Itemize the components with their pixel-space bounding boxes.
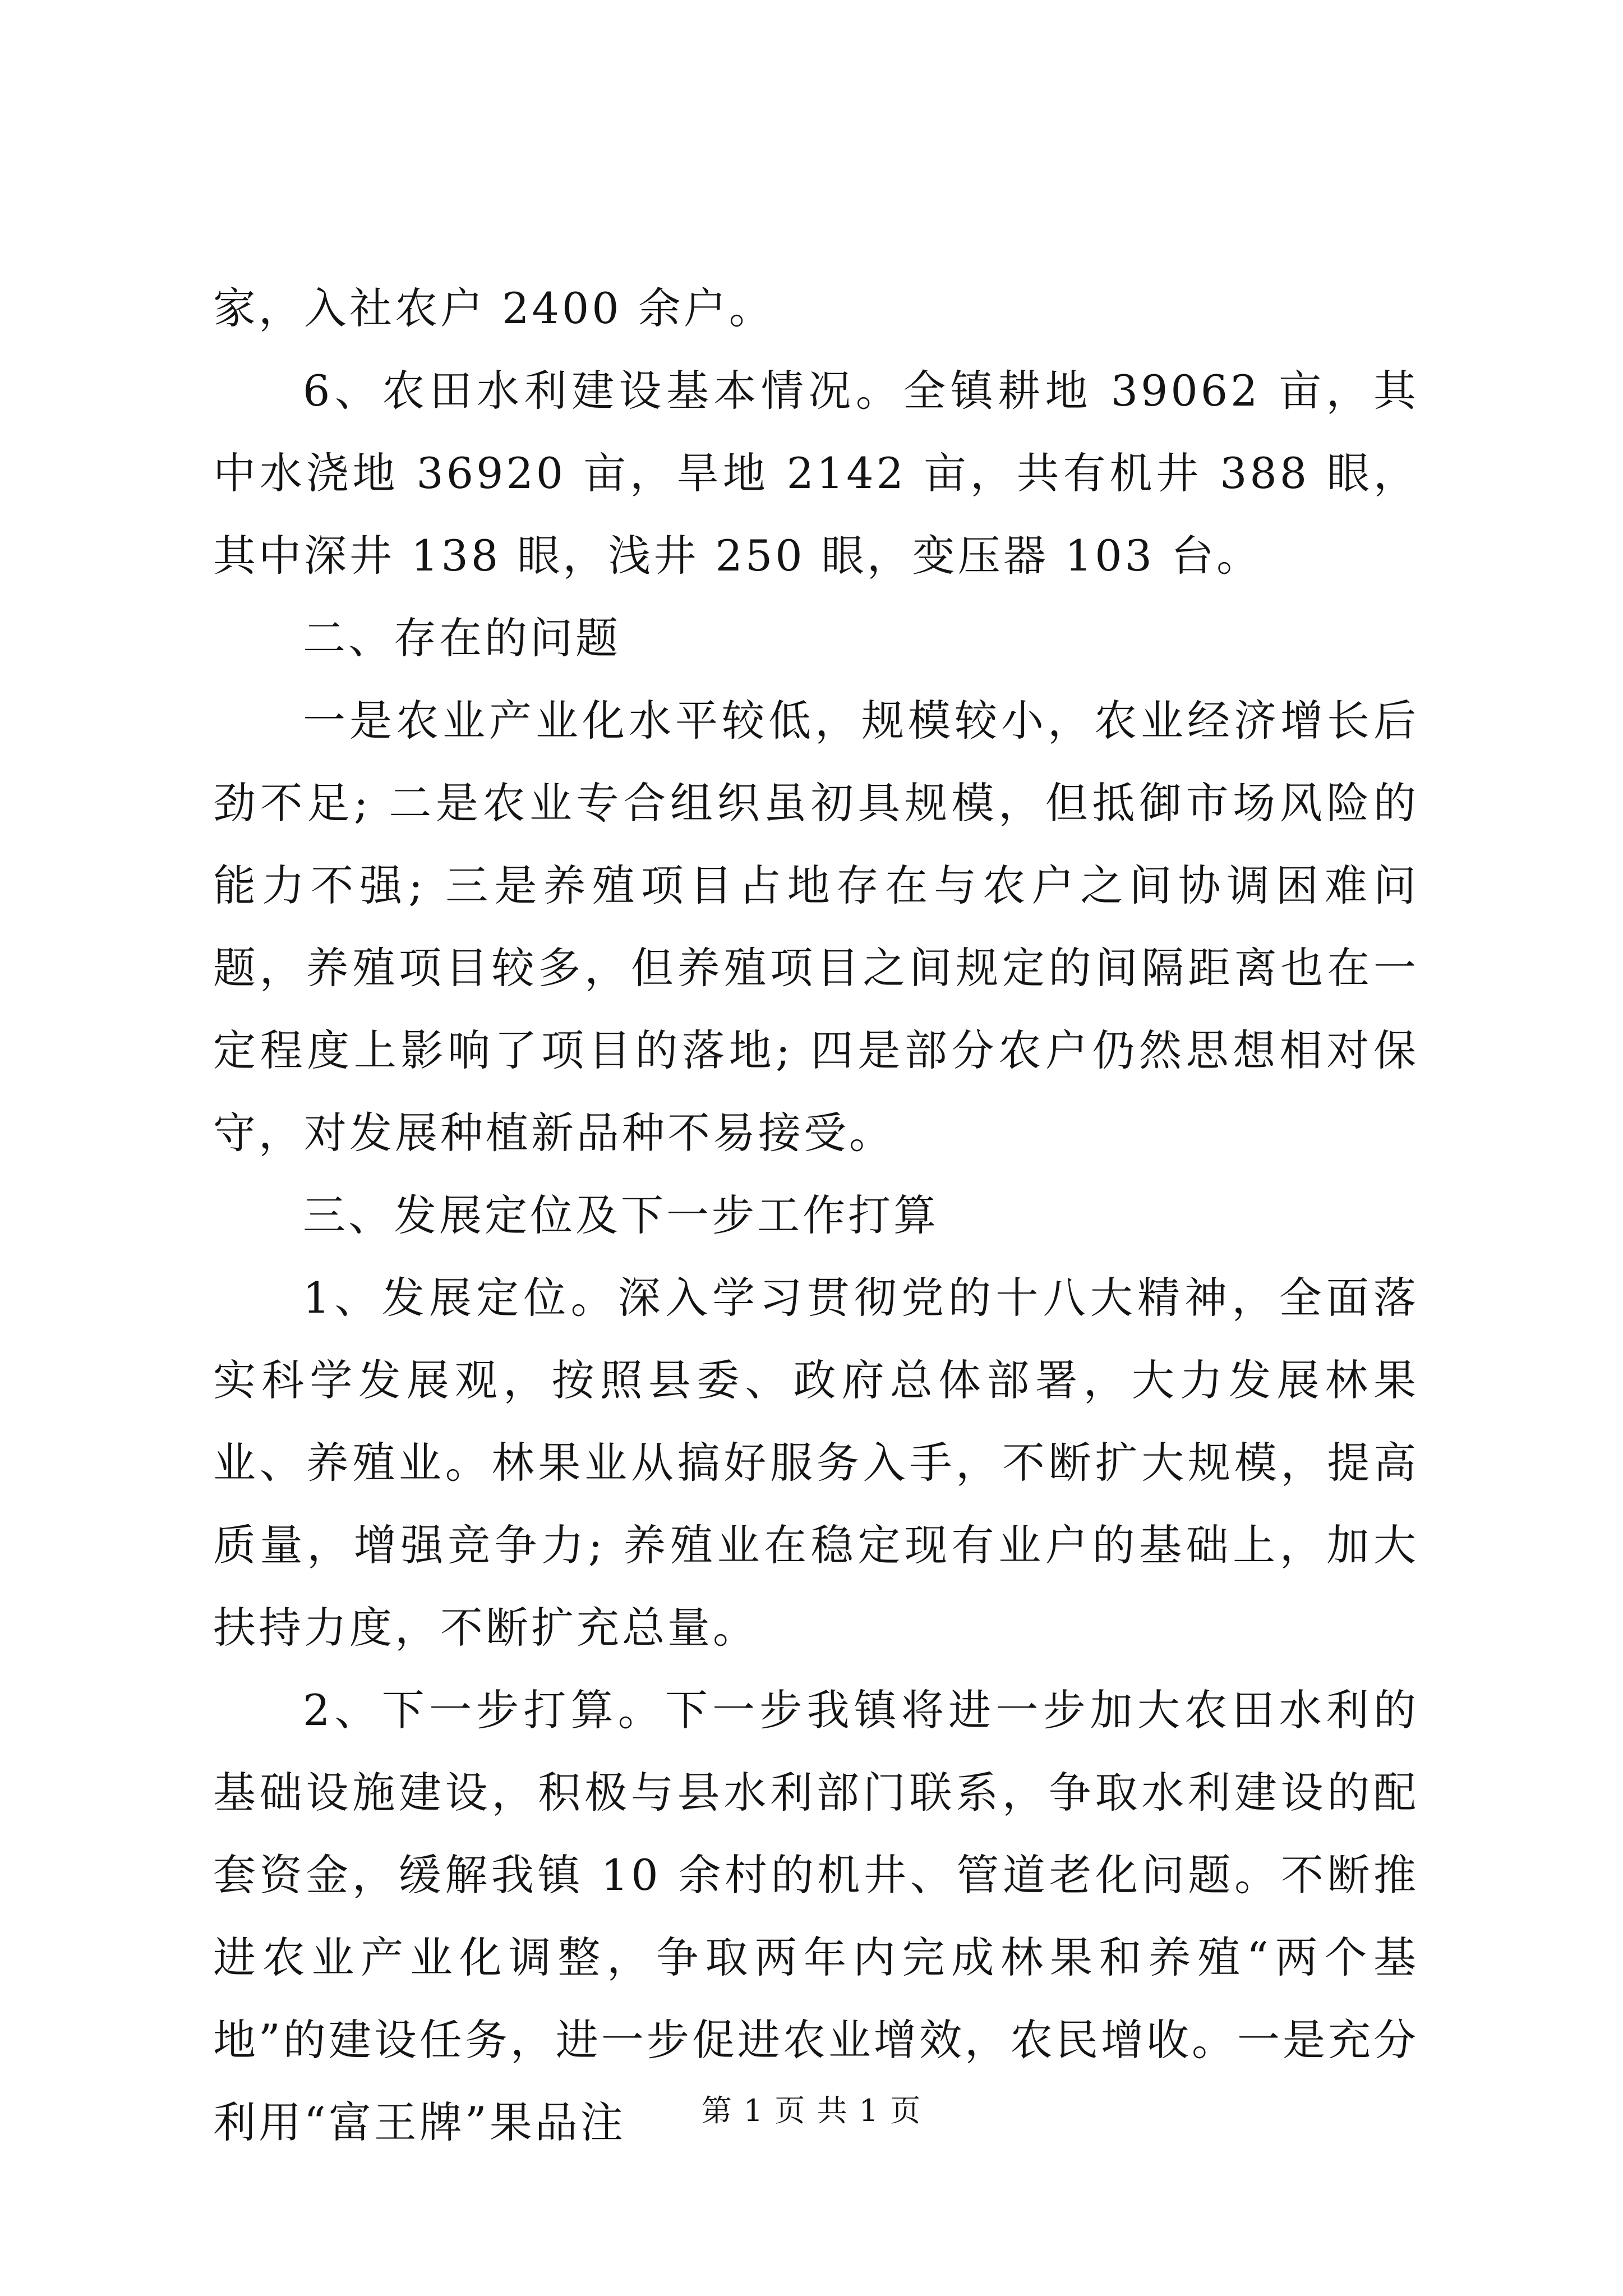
paragraph-problems: 一是农业产业化水平较低，规模较小，农业经济增长后劲不足; 二是农业专合组织虽初具规模，但抵御市场风险的能力不强; 三是养殖项目占地存在与农户之间协调困难问题，养殖项目较多，但养殖项目之间规定的间隔距离也在一定程度上影响了项目的落地; 四是部分农户仍然思想相对保守，对发展种植新品种不易接受。	[213, 696, 1419, 1158]
paragraph-continuation: 家，入社农户 2400 余户。	[213, 283, 774, 333]
document-body	[213, 267, 1419, 2164]
paragraph-development-positioning: 1、发展定位。深入学习贯彻党的十八大精神，全面落实科学发展观，按照县委、政府总体部署，大力发展林果业、养殖业。林果业从搞好服务入手，不断扩大规模，提高质量，增强竞争力; 养殖业在稳定现有业户的基础上，加大扶持力度，不断扩充总量。	[213, 1273, 1419, 1653]
paragraph-irrigation-status: 6、农田水利建设基本情况。全镇耕地 39062 亩，其中水浇地 36920 亩，旱地 2142 亩，共有机井 388 眼，其中深井 138 眼，浅井 250 眼，变压器 103 台。	[213, 366, 1419, 581]
section-heading-problems: 二、存在的问题	[303, 613, 621, 663]
section-heading-development-plan: 三、发展定位及下一步工作打算	[303, 1190, 939, 1240]
page-footer: 第 1 页 共 1 页	[701, 2093, 922, 2128]
paragraph-next-steps: 2、下一步打算。下一步我镇将进一步加大农田水利的基础设施建设，积极与县水利部门联系，争取水利建设的配套资金，缓解我镇 10 余村的机井、管道老化问题。不断推进农业产业化调整，争取两年内完成林果和养殖“两个基地”的建设任务，进一步促进农业增效，农民增收。一是充分利用“富王牌”果品注	[213, 1685, 1419, 2147]
